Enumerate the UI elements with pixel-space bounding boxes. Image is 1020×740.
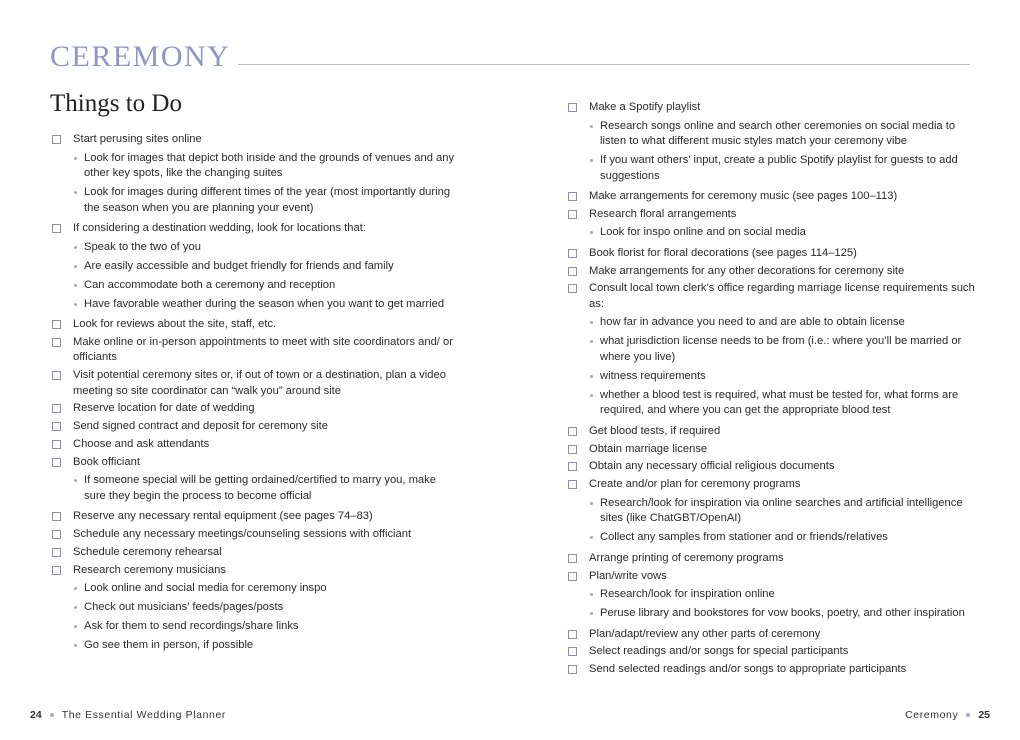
bullet-icon xyxy=(590,159,593,162)
task-text: Research ceremony musicians xyxy=(73,563,226,576)
checkbox-icon[interactable] xyxy=(568,284,577,293)
task-item xyxy=(50,455,460,505)
checkbox-icon[interactable] xyxy=(568,267,577,276)
subtask-item xyxy=(589,369,976,385)
bullet-icon xyxy=(590,375,593,378)
subtask-item xyxy=(73,638,460,654)
subtask-text: Are easily accessible and budget friendly for friends and family xyxy=(84,259,394,272)
task-item xyxy=(50,221,460,312)
subtask-text: Peruse library and bookstores for vow books, poetry, and other inspiration xyxy=(600,607,965,620)
task-text: Choose and ask attendants xyxy=(73,437,210,450)
task-text: Send selected readings and/or songs to appropriate participants xyxy=(589,663,907,676)
bullet-icon xyxy=(74,479,77,482)
bullet-icon xyxy=(74,587,77,590)
subtask-item xyxy=(73,473,460,504)
subtask-list xyxy=(73,581,460,654)
task-text: Reserve any necessary rental equipment (see pages 74–83) xyxy=(73,510,373,523)
task-item xyxy=(566,459,976,475)
checkbox-icon[interactable] xyxy=(52,404,61,413)
subtask-item xyxy=(73,278,460,294)
bullet-icon xyxy=(74,284,77,287)
task-text: Make arrangements for ceremony music (see pages 100–113) xyxy=(589,190,898,202)
subtask-item xyxy=(589,496,976,527)
task-item xyxy=(50,368,460,399)
footer-right xyxy=(905,709,990,721)
subtask-list xyxy=(589,587,976,622)
subtask-text: how far in advance you need to and are able to obtain license xyxy=(600,316,905,329)
task-text: Plan/adapt/review any other parts of ceremony xyxy=(589,627,821,640)
bullet-icon xyxy=(590,593,593,596)
bullet-icon xyxy=(590,231,593,234)
checkbox-icon[interactable] xyxy=(568,427,577,436)
subtask-item xyxy=(73,240,460,256)
task-text: Get blood tests, if required xyxy=(589,424,721,437)
task-item xyxy=(50,401,460,417)
checkbox-icon[interactable] xyxy=(52,422,61,431)
task-item xyxy=(566,281,976,419)
subtask-item xyxy=(589,388,976,419)
checkbox-icon[interactable] xyxy=(52,440,61,449)
task-text: Start perusing sites online xyxy=(73,133,202,145)
subtask-text: Look online and social media for ceremony inspo xyxy=(84,582,327,595)
task-text: Plan/write vows xyxy=(589,569,667,582)
task-item xyxy=(566,246,976,262)
task-text: Schedule any necessary meetings/counseling sessions with officiant xyxy=(73,528,412,541)
checkbox-icon[interactable] xyxy=(568,630,577,639)
task-item xyxy=(50,132,460,216)
task-text: Arrange printing of ceremony programs xyxy=(589,551,784,564)
task-item xyxy=(50,527,460,543)
task-text: Make arrangements for any other decorations for ceremony site xyxy=(589,264,905,277)
subtask-item xyxy=(73,185,460,216)
task-item xyxy=(50,317,460,333)
checkbox-icon[interactable] xyxy=(52,530,61,539)
checkbox-icon[interactable] xyxy=(568,210,577,219)
task-text: Book florist for floral decorations (see pages 114–125) xyxy=(589,246,857,259)
bullet-icon xyxy=(74,303,77,306)
subtask-list xyxy=(589,496,976,546)
task-item xyxy=(566,551,976,567)
subtask-item xyxy=(589,225,976,241)
subtask-text: Look for images during different times of the year (most importantly during the season when you are planning your event) xyxy=(84,186,451,214)
bullet-icon xyxy=(74,191,77,194)
subtask-text: If you want others’ input, create a public Spotify playlist for guests to add suggestions xyxy=(600,154,958,182)
subtask-item xyxy=(589,153,976,184)
subtask-text: Can accommodate both a ceremony and reception xyxy=(84,278,336,291)
bullet-icon xyxy=(74,246,77,249)
subtask-text: what jurisdiction license needs to be from (i.e.: where you’ll be married or where you live) xyxy=(600,335,962,363)
task-item xyxy=(566,100,976,184)
task-text: Visit potential ceremony sites or, if out of town or a destination, plan a video meeting so site coordinator can “walk you” around site xyxy=(73,369,446,397)
subtask-list xyxy=(589,315,976,419)
task-text: Book officiant xyxy=(73,455,140,468)
task-text: Make a Spotify playlist xyxy=(589,101,701,113)
bullet-icon xyxy=(590,536,593,539)
task-item xyxy=(50,419,460,435)
task-item xyxy=(50,509,460,525)
subtask-item xyxy=(73,259,460,275)
subtask-text: Go see them in person, if possible xyxy=(84,639,254,652)
task-item xyxy=(566,477,976,546)
page-heading: Things to Do xyxy=(50,90,182,117)
bullet-icon xyxy=(590,125,593,128)
subtask-text: Have favorable weather during the season when you want to get married xyxy=(84,297,445,310)
subtask-list xyxy=(73,240,460,313)
bullet-icon xyxy=(74,265,77,268)
subtask-item xyxy=(73,581,460,597)
task-item xyxy=(566,662,976,678)
header-divider xyxy=(238,64,970,65)
task-item xyxy=(566,264,976,280)
checkbox-icon[interactable] xyxy=(568,572,577,581)
checkbox-icon[interactable] xyxy=(568,665,577,674)
task-item xyxy=(566,442,976,458)
checkbox-icon[interactable] xyxy=(52,512,61,521)
checkbox-icon[interactable] xyxy=(52,458,61,467)
subtask-item xyxy=(589,587,976,603)
task-text: Send signed contract and deposit for ceremony site xyxy=(73,420,328,433)
task-text: If considering a destination wedding, look for locations that: xyxy=(73,222,366,234)
checkbox-icon[interactable] xyxy=(568,647,577,656)
checkbox-icon[interactable] xyxy=(568,103,577,112)
subtask-text: whether a blood test is required, what must be tested for, what forms are required, and where you can get the appropriate blood test xyxy=(600,388,959,417)
task-item xyxy=(566,644,976,660)
checkbox-icon[interactable] xyxy=(568,445,577,454)
task-text: Consult local town clerk’s office regarding marriage license requirements such as: xyxy=(589,282,975,310)
bullet-icon xyxy=(590,340,593,343)
subtask-list xyxy=(589,225,976,241)
bullet-icon xyxy=(590,394,593,397)
section-header xyxy=(50,38,970,72)
checkbox-icon[interactable] xyxy=(568,462,577,471)
footer-dot xyxy=(966,713,970,717)
left-page-number: 24 xyxy=(30,709,42,721)
subtask-item xyxy=(73,619,460,635)
checkbox-icon[interactable] xyxy=(52,371,61,380)
checkbox-icon[interactable] xyxy=(52,224,61,233)
subtask-text: Research/look for inspiration via online searches and artificial intelligence sites (like ChatGBT/OpenAI) xyxy=(600,496,963,525)
subtask-item xyxy=(73,297,460,313)
checkbox-icon[interactable] xyxy=(52,320,61,329)
section-title: CEREMONY xyxy=(50,40,231,73)
task-text: Schedule ceremony rehearsal xyxy=(73,545,222,558)
task-text: Reserve location for date of wedding xyxy=(73,402,255,415)
subtask-list xyxy=(589,119,976,185)
task-item xyxy=(50,545,460,561)
task-text: Make online or in-person appointments to meet with site coordinators and/ or officiants xyxy=(73,335,453,364)
bullet-icon xyxy=(590,502,593,505)
subtask-text: If someone special will be getting ordained/certified to marry you, make sure they begin the process to become official xyxy=(84,474,436,502)
task-text: Obtain marriage license xyxy=(589,442,708,455)
task-item xyxy=(50,335,460,366)
task-text: Create and/or plan for ceremony programs xyxy=(589,478,801,491)
footer-left xyxy=(30,709,226,721)
task-text: Look for reviews about the site, staff, etc. xyxy=(73,318,277,330)
checkbox-icon[interactable] xyxy=(568,480,577,489)
subtask-item xyxy=(589,315,976,331)
checkbox-icon[interactable] xyxy=(52,566,61,575)
task-text: Obtain any necessary official religious documents xyxy=(589,460,835,473)
bullet-icon xyxy=(590,612,593,615)
book-title: The Essential Wedding Planner xyxy=(61,709,226,721)
subtask-item xyxy=(73,600,460,616)
subtask-text: witness requirements xyxy=(600,369,706,382)
checkbox-icon[interactable] xyxy=(52,135,61,144)
subtask-text: Collect any samples from stationer and or friends/relatives xyxy=(600,531,888,544)
task-item xyxy=(566,627,976,643)
checkbox-icon[interactable] xyxy=(52,548,61,557)
left-task-column xyxy=(50,132,460,659)
checkbox-icon[interactable] xyxy=(52,338,61,347)
task-item xyxy=(50,563,460,654)
task-item xyxy=(566,569,976,622)
task-item xyxy=(566,424,976,440)
checkbox-icon[interactable] xyxy=(568,192,577,201)
subtask-text: Research/look for inspiration online xyxy=(600,588,775,601)
subtask-text: Ask for them to send recordings/share links xyxy=(84,620,299,633)
task-text: Research floral arrangements xyxy=(589,207,737,220)
subtask-text: Speak to the two of you xyxy=(84,240,201,253)
subtask-text: Look for images that depict both inside and the grounds of venues and any other key spots, like the changing suites xyxy=(84,151,455,179)
subtask-item xyxy=(589,606,976,622)
bullet-icon xyxy=(74,157,77,160)
subtask-item xyxy=(589,334,976,365)
bullet-icon xyxy=(74,625,77,628)
subtask-text: Research songs online and search other ceremonies on social media to listen to what different music styles match your ceremony vibe xyxy=(600,119,956,147)
subtask-list xyxy=(73,151,460,217)
right-task-column xyxy=(566,100,976,680)
bullet-icon xyxy=(74,606,77,609)
footer-dot xyxy=(50,713,54,717)
subtask-list xyxy=(73,473,460,504)
right-page-number: 25 xyxy=(978,709,990,721)
task-text: Select readings and/or songs for special participants xyxy=(589,645,849,658)
subtask-item xyxy=(589,119,976,150)
task-item xyxy=(566,189,976,205)
subtask-text: Check out musicians’ feeds/pages/posts xyxy=(84,601,284,614)
subtask-item xyxy=(73,151,460,182)
checkbox-icon[interactable] xyxy=(568,554,577,563)
subtask-item xyxy=(589,530,976,546)
task-item xyxy=(566,207,976,241)
subtask-text: Look for inspo online and on social media xyxy=(600,226,806,239)
task-item xyxy=(50,437,460,453)
bullet-icon xyxy=(590,321,593,324)
footer-section-name: Ceremony xyxy=(905,709,959,721)
bullet-icon xyxy=(74,644,77,647)
checkbox-icon[interactable] xyxy=(568,249,577,258)
